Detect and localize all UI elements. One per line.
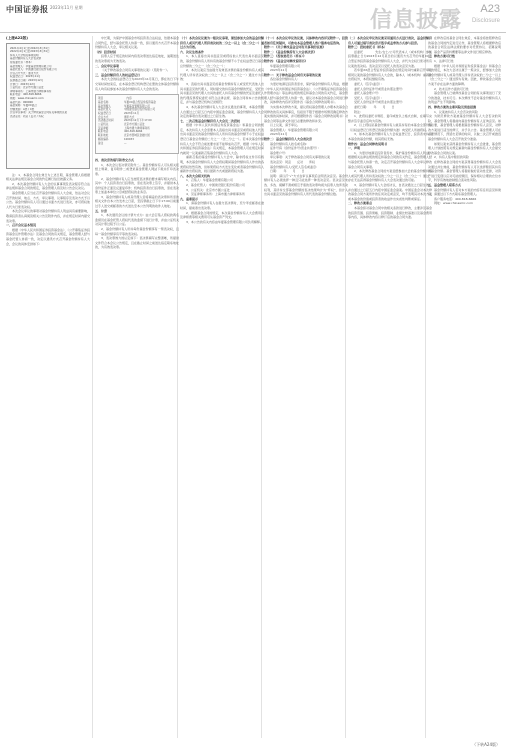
paragraph: 基金管理人已就修改基金合同的有关事项进行了充分的准备，技术可行。本次修改不会对基金份额持有人的利益产生不利影响。 [428,91,501,105]
paragraph: 在修改基金合同的方案获得基金份额持有人大会表决通过并生效前，基金份额持有人可以选择赎回其持有的基金份额。基金管理人将提前做好流动性安排，对资产进行变现以应对可能的赎回，保持相对合理的仓位水平，科学有效地控制组合流动性风险。 [428,160,501,183]
paragraph: 3、公证机关：北京市方圆公证处 [186,187,230,192]
paragraph: 2023年11月 [270,132,288,137]
info-box-line: 网址：www.chinaamc.com [10,96,44,100]
column-6-text [428,36,501,206]
paragraph: 委托人身份证件号或营业执照注册号： [354,86,406,91]
paragraph: 基金管理人应当在召开基金份额持有人大会前，依法对会议召开的时间、地点、方式、审议事项、议事程序及表决方式予以公告。基金份额持有人可以通过书面方式进行表决，亦可授权他人代为行使表决权。 [6,190,90,209]
paragraph: 附注： [354,109,364,114]
info-box-line: 会议召开方式：通讯方式 [10,71,39,75]
paragraph: 网址：www.chinaamc.com [434,201,473,206]
paragraph: 委托日期： 年 月 日 [354,104,395,109]
paragraph: 附件一：关于修改基金合同有关事项的议案 [264,72,322,77]
paragraph: 为更好地满足投资者需求，保护基金份额持有人利益，根据《中华人民共和国证券投资基金法》、《公开募集证券投资基金运作管理办法》等法律法规的规定和基金合同的有关约定，基金管理人经与基金托管人协商一致，提议对本基金的基金合同进行修改，具体修改内容详见附件四《基金合同修改说明书》。 [264,81,348,105]
paragraph: 附件四：基金合同修改说明书 [348,141,388,146]
column-1-text [6,173,90,247]
info-box-line: 表决意见：同意 / 反对 / 弃权 [10,114,44,118]
table-row: 见证律师 上海市通力律师事务所 [98,126,150,130]
paragraph: 各位基金份额持有人： [270,77,301,82]
info-box-line: 2022年4月1日至2023年3月31日 [10,50,50,54]
article-column-4 [264,36,348,740]
column-5-text [348,36,432,220]
paragraph: 华夏基金管理有限公司 [270,63,301,68]
paragraph: 中长期，为保护中国基金市场投资者合法权益，依据本基金合同约定，经与基金托管人协商一致，拟以通讯方式召开本基金份额持有人大会，审议相关议案。 [95,36,179,50]
paragraph: 八、本次大会相关机构 [180,173,211,178]
paragraph: 1、议案被持有人大会否决的风险 [434,109,478,114]
paragraph: 1、本次会议表决票见附件二。基金份额持有人可从相关报纸上剪裁、复印附件二或登录基金管理人网站下载并打印表决票。 [95,162,179,176]
paragraph: 2、基金份额持有人应当按照表决票的要求填写相关内容，其中：个人投资者自行投票的，需在表决票上签字，并提供本人身份证件正面及反面复印件；机构投资者自行投票的，需在表决票上加盖本单位公章或经授权的业务章。 [95,176,179,195]
article-column-6 [428,36,501,740]
table-row: 备注 — [98,141,127,145]
paragraph: 4、本次基金份额持有人大会决议通过的事项，本基金管理人自通过之日起五日内报中国证监会备案，基金份额持有人大会决定的事项自表决通过之日起生效。 [180,104,264,119]
paragraph: 1、法律可行性 [434,58,454,63]
paragraph: 三、修改方案可行性 [428,54,456,59]
paragraph: 以上议案，请予审议。 [270,123,301,128]
paragraph: 证件号码（身份证件号/营业执照号）： [270,146,321,151]
paragraph: 基金账户号： [270,150,289,155]
paragraph: （十一）本次会议审议的议案，具体修改内容详见附件一。投资者如有任何疑问，可致电本基金管理人客户服务电话咨询。 [264,36,348,45]
section-title-en: Disclosure [471,18,500,24]
paragraph: 1、本人直接出具书面意见或授权他人代表出具书面意见的，基金份额持有人所持有的基金份额不小于在权益登记日基金总份额的二分之一（含二分之一）； [180,54,264,68]
paragraph: 2、本次基金份额持有人大会的议事事项及表决程序符合法律法规和基金合同的规定，基金管理人将及时公告会议决议。 [6,181,90,191]
table-row: 公证机关 北京市方圆公证处 [98,123,145,127]
section-title: 信息披露 [369,7,462,32]
paragraph: 重新召集的基金份额持有人大会中，除非授权文件另有载明，本次基金份额持有人大会授权期间基金份额持有人作出的各类授权依然有效，但如果授权方式发生变化或者基金份额持有人重新作出授权的，则以最新方式或最新授权为准。 [180,155,264,174]
article-column-3 [180,36,264,740]
table-row: 权益登记日 2023年11月 [98,111,140,115]
paragraph: 1、召集人：华夏基金管理有限公司 [186,178,233,183]
info-box-line: 会议审议事项：关于修改基金合同有关事项的议案 [10,111,68,115]
paragraph: 根据《中华人民共和国证券投资基金法》和基金合同的规定，本次大会决议属于一般决议，经参加大会的基金份额持有人或其代理人所持表决权的二分之一以上（含二分之一）通过即为有效。因此，修改基金合同的方案不存在法律方面的障碍。 [428,63,501,86]
paragraph: 二、修改方案要点 [348,201,373,206]
paragraph: 3、直接出具书面意见的基金份额持有人或受托代表他人出具书面意见的代理人，同时提交的持有基金份额的凭证、受托出具书面意见的代理人出具的委托人持有基金份额的凭证及委托人的代理投票授权委托书符合法律法规、基金合同和本公告的规定，并与基金登记机构记录相符； [180,81,264,105]
paragraph: 五、基金管理人联系方式 [428,183,462,187]
info-box-line: 计票日：2023年12月 [10,82,36,86]
article-column-2 [95,36,179,740]
info-box-line: 权益登记日：2023年11月 [10,75,41,79]
paragraph: 委托人（签字/盖章）： [354,81,384,86]
paragraph: 表决意见：同意 反对 弃权 [270,160,316,165]
table-row: 基金管理人 华夏基金管理有限公司 [98,104,150,108]
paragraph: 附件四：《基金合同修改说明书》 [264,58,308,63]
paragraph: 2、技术运作方面的可行性 [434,86,469,91]
paragraph: 受托人身份证件号或营业执照注册号： [354,100,406,105]
paragraph: 附件一：《关于修改基金合同有关事项的议案》 [264,45,326,50]
paragraph: 六、决议生效条件 [180,49,205,54]
column-4-text [264,36,348,197]
info-box-line: 基金份额持有人大会表决票 [10,57,42,61]
paragraph: 2023年11月 [270,68,288,73]
paragraph: 4、见证律师事务所：上海市通力律师事务所 [186,192,245,197]
paragraph: 兹委托 先生/女士/公司代表本人（或本机构）参加投票截止日为2023年12月某日的以通讯方式召开的华夏XX混合型证券投资基金基金份额持有人大会，并代为全权行使对所有议案的表决权。表决意见以受托人的表决意见为准。 [348,49,432,68]
paragraph: 客户服务电话：400-818-6666 [434,196,477,201]
paragraph: 一、声明 [348,146,361,151]
paragraph: 基金份额持有人姓名或名称： [270,141,310,146]
info-box-line: 基金托管人：中国建设银行股份有限公司 [10,68,57,72]
paragraph: 本基金拟对基金合同中的相关条款进行修改，主要涉及基金的投资范围、投资策略、投资限制、业绩比较基准以及基金费用等内容，具体修改内容以修订后的基金合同为准。 [348,205,432,220]
continued-from-label: (上接A22版) [6,36,28,40]
paragraph: 2、本次修改基金合同的方案需经参加大会的基金份额持有人或其代理人所持表决权的二分之一以上（含二分之一）通过，存在无法获得基金份额持有人大会表决通过的可能。 [348,169,432,183]
info-box-line: 基金简称：华夏XX混合 [10,104,37,108]
paragraph: 基金管理人：华夏基金管理有限公司 [270,127,319,132]
paragraph: 2、基金托管人：中国建设银行股份有限公司 [186,183,245,187]
paragraph: 投票人应于规定的时间内将表决票送达指定地址，逾期送达的表决票视为无效表决。 [95,54,179,63]
paragraph: 三、基金份额持有人的权益登记日 [95,72,141,77]
paragraph: 附件三：授权委托书（样本） [348,45,388,50]
paragraph: 二、会议审议事项 [95,63,120,68]
table-row: 联系地址 北京市西城区金融大街 [98,134,150,138]
paragraph: 附件二：基金份额持有人大会表决票 [264,137,313,142]
paragraph: 《关于修改基金合同有关事项的议案》（见附件一）。 [101,68,171,73]
table-row: 基金托管人 中国建设银行股份有限公司 [98,108,156,112]
paragraph: 1、为更好地满足投资者需求，保护基金份额持有人利益，根据相关法律法规的规定和基金合同的有关约定，基金管理人经与基金托管人协商一致，决定召开基金份额持有人大会审议修改基金合同有关事项。 [348,150,432,169]
page-number: A23 [480,3,500,15]
paragraph: 如果议案未获得基金份额持有人大会批准，基金管理人计划按照有关规定重新向基金份额持有人大会提交修改基金合同的议案。 [428,141,501,155]
paragraph: （二）本次会议审议的议案采用通讯方式进行表决，基金份额持有人可通过填写表决票并签字或盖章的方式参与投票。 [348,36,432,45]
paragraph: 3、表决票效力的认定如下：表决票填写完整清晰，所提供文件符合本会议公告规定，且在截止时间之前送达指定联系地址的，为有效表决票。 [95,236,179,250]
paragraph: 3、本公告的有关内容由华夏基金管理有限公司负责解释。 [186,219,263,224]
info-box-line: 持有人大会相关事项说明 [10,53,39,57]
paragraph: 说明：请以打“√”方式在审议事项后注明表决意见。基金份额持有人必须选择一种且只能选择一种表决意见。表决意见未选、多选、模糊不清或相互矛盾的表决票均视为投票人放弃表决权利，其所持全部基金份额的表决结果均计为“弃权”，但计入出具书面意见的基金份额持有人所代表的基金份额总数。 [264,173,348,197]
paragraph: 四、表决票的填写和寄交方式 [95,158,135,163]
paragraph: 在修改后的基金合同生效后，本基金将按照修改后的基金合同的约定进行运作，基金管理人将根据修改后的基金合同及法律法规的要求对托管协议、招募说明书、基金产品资料概要等法律文件进行相应修改。 [428,36,501,54]
paragraph: 若华夏XX混合型证券投资基金在规定时间内重新召开审议相同议案的基金份额持有人大会的，除本人（或本机构）重新作出授权外，本授权继续有效。 [348,68,432,82]
article-column-1 [6,36,90,740]
table-row: 邮政编码 100033 [98,137,134,141]
table-row: 联系电话 400-818-6666 [98,130,143,134]
paragraph: 注：1、本基金合同生效日为上述日期，基金管理人将根据相关法律法规及基金合同的约定履行信息披露义务。 [6,172,90,182]
paragraph: 本次会议审议的事项对基金份额持有人利益具有重要影响，敬请投资者认真阅读相关公告及附件内容，并在规定时间内提交表决票。 [6,209,90,223]
paragraph: 四、修改方案的主要风险及预备措施 [428,104,477,109]
article-column-5 [348,36,432,740]
paragraph: 基金份额持有人若对本方案的内容有任何意见和建议，请通过以下方式联系基金管理人。 [428,187,501,197]
paragraph: 1、此授权委托书剪报、复印或按以上格式自制，在填写完整并签字盖章后均为有效。 [348,114,432,123]
info-box-line: 基金管理人：华夏基金管理有限公司 [10,64,52,68]
paragraph: 审议事项：关于修改基金合同有关事项的议案 [270,155,331,160]
paragraph: 受托人（签字/盖章）： [354,95,384,100]
column-divider [92,36,93,738]
paragraph: 2、基金份额持有人所持每份基金份额享有一票表决权，且每一基金份额享有平等的表决权。 [95,227,179,236]
column-3-text [180,36,264,224]
paragraph: 一、召开会议基本情况 [6,223,37,228]
info-table [95,94,179,154]
info-box-line: 基金代码：000000 [10,100,33,104]
paragraph: 七、二次召集基金份额持有人大会及二次授权 [180,118,241,123]
paragraph: 九、重要提示 [180,196,199,201]
paragraph: 2、根据基金合同的规定，本次基金份额持有人大会费用以及律师费等相关费用可从基金资产列支。 [180,210,264,220]
table-row: 表决截止时间 2023年12月下午17:00 [98,119,152,123]
paragraph: 五、计票 [95,208,108,213]
table-row: 会议方式 通讯方式 [98,115,135,119]
info-box-line: 授权委托书（样本） [10,60,34,64]
info-box-line: 律师事务所：上海市通力律师事务所 [10,89,52,93]
info-box [6,43,90,169]
paragraph: 为实施本次修改方案，提议授权基金管理人办理本次基金合同修改的有关具体事宜，包括但不限于根据市场情况确定修改方案实施的具体时间，并可根据附件四《基金合同修改说明书》对基金合同等法律文件进行必要的修改和补充。 [264,104,348,123]
info-box-line: 份额类别：A类 / C类 [10,107,35,111]
table-row: 基金名称 华夏XX混合型证券投资基金 [98,100,157,104]
table-row: 项目 内容 [98,97,132,101]
paragraph: （十）本次会议议案为一般决议事项，须经参加大会的基金份额持有人或其代理人所持表决权的二分之一以上（含二分之一）通过方为有效。 [180,36,264,50]
info-box-line: 投票截止日期：2023年12月 [10,78,44,82]
paragraph: 基金份额持有人/受托人签名或盖章： [270,164,320,169]
masthead [0,0,506,33]
paragraph: （四）投票时间 [95,49,117,54]
paragraph: 2、持有人集中赎回的风险 [434,155,469,160]
paragraph: 根据《中华人民共和国证券投资基金法》、《公开募集证券投资基金运作管理办法》及基金合同的有关规定，基金管理人经与基金托管人协商一致，决定以通讯方式召开基金份额持有人大会，会议的具体安排如下： [6,227,90,246]
paragraph: 3、基金份额持有人大会的决议，自表决通过之日起生效，并自通过之日起五日内报中国证监会备案。中国证监会对本次修改基金合同方案所作的任何决定或意见，均不表明其对本次方案或本基金的价值或投资者的收益作出实质性判断或保证。 [348,183,432,201]
column-2-text-continued [95,158,179,250]
info-box-line: 联系电话：400-818-6666 [10,93,42,97]
info-box-line: 2021年4月1日至2022年3月31日 [10,46,50,50]
paragraph: 委托人基金账户号： [354,91,382,96]
paragraph: 1、本次通讯会议的计票方式为：由大会召集人授权的两名监督员在基金托管人授权代表的监督下进行计票，并由公证机关对其计票过程予以公证。 [95,213,179,227]
newspaper-logo: 中国证券报 [6,4,49,14]
info-box-line: 公证机关：北京市方圆公证处 [10,86,44,90]
paragraph: 本次大会的权益登记日为2023年11月某日，即在该日下午交易时间结束后，在本基金登记机构登记在册的全体基金份额持有人均有权参加本次基金份额持有人大会的表决。 [95,77,179,91]
paragraph: 日期： 年 月 日 [270,169,305,174]
paragraph: 3、如本次基金份额持有人大会权益登记日，投资者未持有本基金的基金份额，则其授权无效。 [348,132,432,142]
continued-on-note: （下转A24版） [472,742,500,747]
issue-date: 2023年11月 星期 [50,5,83,10]
paragraph: 附件二：《基金份额持有人大会表决票》 [264,49,317,54]
column-2-text [95,36,179,91]
paragraph: 3、基金份额持有人或其代理人需将填妥的表决票和所需的相关文件自本公告发布之日起，至投票截止日下午17:00以前通过专人送交或邮寄的方式送达至本公告列明的收件人地址。 [95,194,179,209]
paragraph: 根据《中华人民共和国证券投资基金法》和基金合同的规定，本次持有人大会需要本人直接出具书面意见或授权他人代表出具书面意见的基金份额持有人所持有的基金份额不小于在权益登记日基金总份额的二分之一（含二分之一）。若本次基金份额持有人大会不符合前述要求而不能够成功召开，根据《中华人民共和国证券投资基金法》有关规定，本基金管理人可在规定时间内就同一议案重新召集基金份额持有人大会。 [180,123,264,155]
paragraph: 附件三：《授权委托书（样本）》 [264,54,307,59]
paragraph: 2、以上授权是基金份额持有人就其持有的本基金全部份额（以权益登记日所登记的基金份额为准）向受托人所做授权。 [348,123,432,132]
paragraph: 为防范修改方案被基金份额持有人大会否决的风险，基金管理人将提前向基金份额持有人征询意见。如有必要，基金管理人将根据基金份额持有人意见，对修改方案进行适当的修订，并予以公告。基金管理人可在必要情况下，预留出足够的时间，以做二次召开或推迟基金份额持有人大会召开的充分准备。 [428,114,501,142]
paragraph: 2、本次议案应当由提交有效表决票的基金份额持有人或其代理人所持表决权的二分之一以上（含二分之一）通过方为有效； [180,68,264,82]
paragraph: 1、请基金份额持有人在提交表决票时，充分考虑邮寄在途时间，提前寄出表决票。 [180,201,264,210]
